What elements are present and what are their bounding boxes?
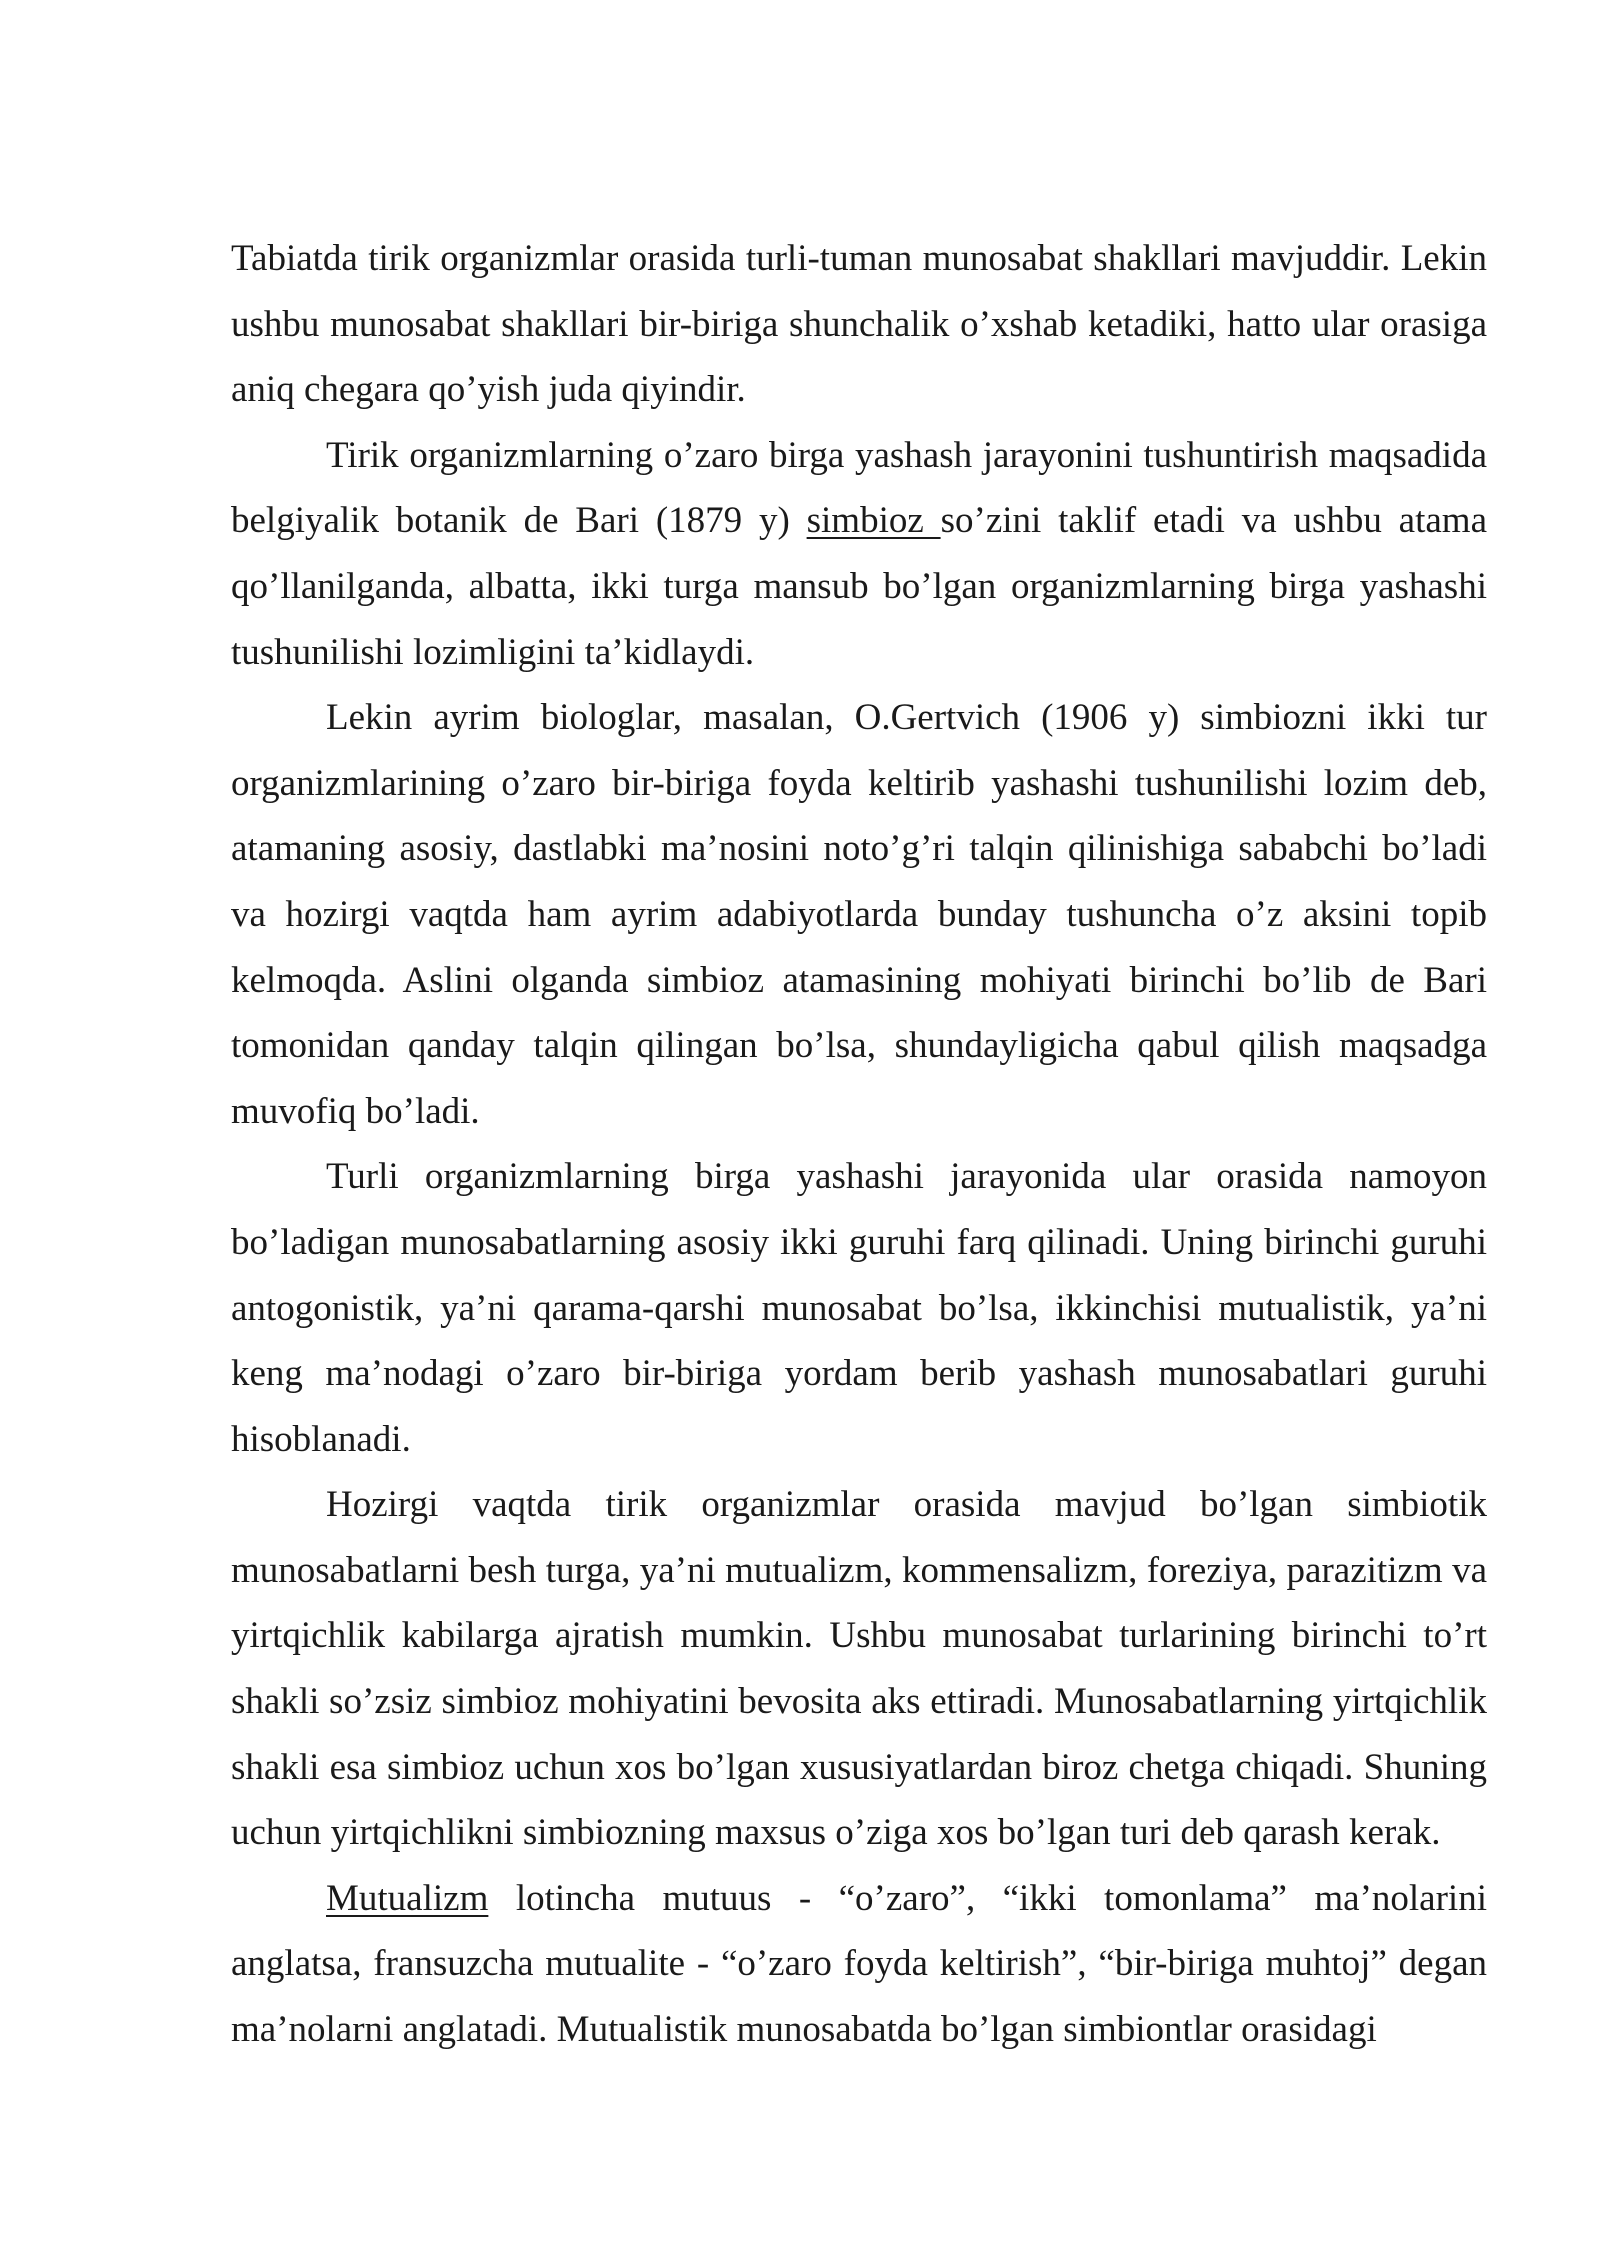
paragraph-relationship-groups: Turli organizmlarning birga yashashi jarayonida ular orasida namoyon bo’ladigan munosabatlarning asosiy ikki guruhi farq qilinadi. Uning birinchi guruhi antogonistik, ya’ni qarama-qarshi munosabat bo’lsa, ikkinchisi mutualistik, ya’ni keng ma’nodagi o’zaro bir-biriga yordam berib yashash munosabatlari guruhi hisoblanadi. [231, 1156, 1487, 1460]
paragraph-simbioz-definition [231, 423, 1487, 685]
paragraph-symbiotic-types: Hozirgi vaqtda tirik organizmlar orasida mavjud bo’lgan simbiotik munosabatlarni besh turga, ya’ni mutualizm, kommensalizm, foreziya, parazitizm va yirtqichlik kabilarga ajratish mumkin. Ushbu munosabat turlarining birinchi to’rt shakli so’zsiz simbioz mohiyatini bevosita aks ettiradi. Munosabatlarning yirtqichlik shakli esa simbioz uchun xos bo’lgan xususiyatlardan biroz chetga chiqadi. Shuning uchun yirtqichlikni simbiozning maxsus o’ziga xos bo’lgan turi deb qarash kerak. [231, 1484, 1487, 1854]
term-simbioz: simbioz [806, 500, 941, 542]
term-mutualizm: Mutualizm [326, 1877, 489, 1919]
paragraph-text: so’zini taklif etadi va ushbu atama qo’llanilganda, albatta, ikki turga mansub bo’lgan organizmlarning birga yashashi tushunilishi lozimligini ta’kidlaydi. [231, 500, 1488, 673]
paragraph-mutualizm [231, 1866, 1487, 2063]
paragraph-gertvich: Lekin ayrim biologlar, masalan, O.Gertvich (1906 y) simbiozni ikki tur organizmlarining o’zaro bir-biriga foyda keltirib yashashi tushunilishi lozim deb, atamaning asosiy, dastlabki ma’nosini noto’g’ri talqin qilinishiga sababchi bo’ladi va hozirgi vaqtda ham ayrim adabiyotlarda bunday tushuncha o’z aksini topib kelmoqda. Aslini olganda simbioz atamasining mohiyati birinchi bo’lib de Bari tomonidan qanday talqin qilingan bo’lsa, shundayligicha qabul qilish maqsadga muvofiq bo’ladi. [231, 697, 1487, 1132]
paragraph-intro: Tabiatda tirik organizmlar orasida turli-tuman munosabat shakllari mavjuddir. Lekin ushbu munosabat shakllari bir-biriga shunchalik o’xshab ketadiki, hatto ular orasiga aniq chegara qo’yish juda qiyindir. [231, 238, 1487, 411]
document-page [231, 226, 1487, 2063]
paragraph-text: lotincha mutuus - “o’zaro”, “ikki tomonlama” ma’nolarini anglatsa, fransuzcha mutualite - “o’zaro foyda keltirish”, “bir-biriga muhtoj” degan ma’nolarni anglatadi. Mutualistik munosabatda bo’lgan simbiontlar orasidagi [231, 1877, 1487, 2051]
paragraph-text: Tirik organizmlarning o’zaro birga yashash jarayonini tushuntirish maqsadida belgiyalik botanik de Bari (1879 y) [231, 434, 1487, 542]
